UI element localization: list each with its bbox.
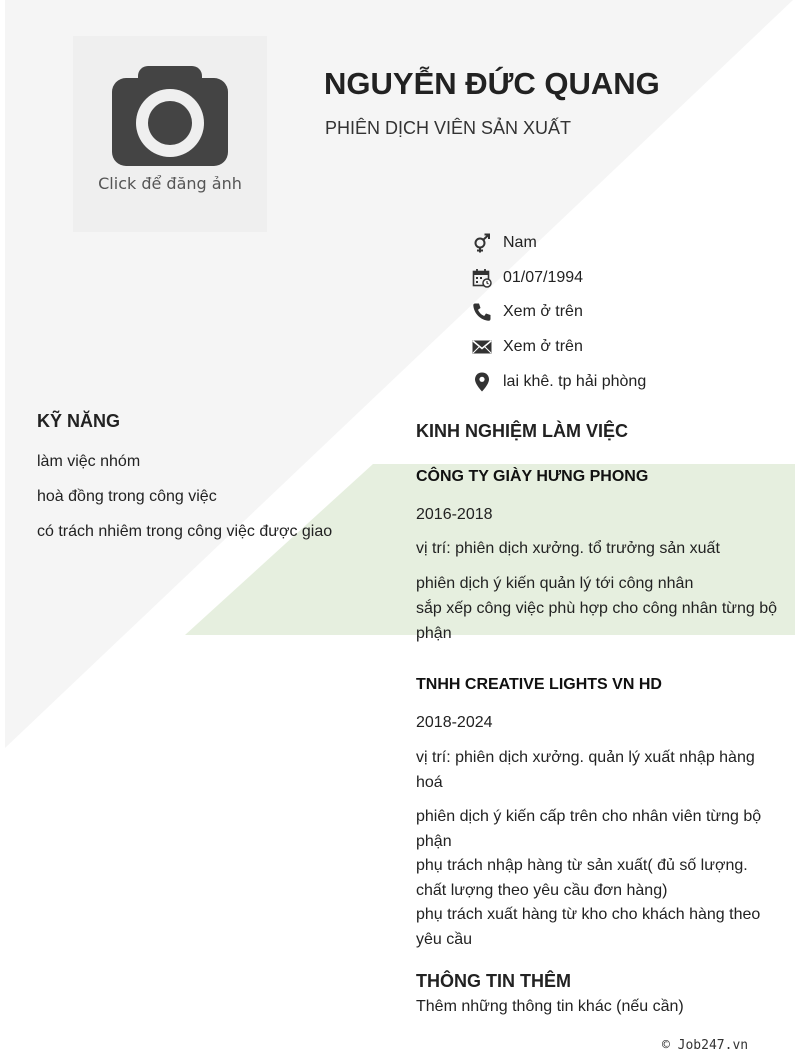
info-gender <box>472 232 537 254</box>
birthdate-value: 01/07/1994 <box>503 269 584 286</box>
additional-info-text: Thêm những thông tin khác (nếu cần) <box>416 998 684 1015</box>
skill-item: hoà đồng trong công việc <box>37 488 217 505</box>
footer-copyright: © Job247.vn <box>662 1038 749 1053</box>
address-value: lai khê. tp hải phòng <box>503 373 647 390</box>
job-period: 2016-2018 <box>416 506 493 523</box>
job-title: PHIÊN DỊCH VIÊN SẢN XUẤT <box>325 118 572 138</box>
calendar-icon <box>472 268 492 288</box>
info-address <box>472 371 646 393</box>
job-detail: phụ trách xuất hàng từ kho cho khách hàng theo yêu cầu <box>416 906 761 948</box>
camera-icon <box>111 64 229 168</box>
job-position: vị trí: phiên dịch xưởng. quản lý xuất nhập hàng hoá <box>416 749 755 791</box>
job-detail: phiên dịch ý kiến quản lý tới công nhân <box>416 575 694 592</box>
phone-value: Xem ở trên <box>503 303 583 320</box>
phone-icon <box>472 302 492 322</box>
company-name: CÔNG TY GIÀY HƯNG PHONG <box>416 468 649 485</box>
email-icon <box>472 337 492 357</box>
skills-title: KỸ NĂNG <box>37 411 121 431</box>
candidate-name: NGUYỄN ĐỨC QUANG <box>324 66 660 101</box>
info-email <box>472 336 583 358</box>
job-detail: phiên dịch ý kiến cấp trên cho nhân viên từng bộ phận <box>416 808 762 850</box>
job-position: vị trí: phiên dịch xưởng. tổ trưởng sản xuất <box>416 540 720 557</box>
photo-upload[interactable] <box>73 36 267 232</box>
photo-upload-caption: Click để đăng ảnh <box>98 174 242 193</box>
job-period: 2018-2024 <box>416 714 493 731</box>
experience-title: KINH NGHIỆM LÀM VIỆC <box>416 421 629 441</box>
company-name: TNHH CREATIVE LIGHTS VN HD <box>416 676 662 693</box>
job-detail: phụ trách nhập hàng từ sản xuất( đủ số lượng. chất lượng theo yêu cầu đơn hàng) <box>416 857 748 899</box>
gender-icon <box>472 233 492 253</box>
gender-value: Nam <box>503 234 537 251</box>
location-pin-icon <box>472 372 492 392</box>
email-value: Xem ở trên <box>503 338 583 355</box>
skill-item: làm việc nhóm <box>37 453 141 470</box>
job-detail: sắp xếp công việc phù hợp cho công nhân từng bộ phận <box>416 600 778 642</box>
additional-info-title: THÔNG TIN THÊM <box>416 971 571 991</box>
info-phone <box>472 301 583 323</box>
info-birthdate <box>472 267 583 289</box>
skill-item: có trách nhiêm trong công việc được giao <box>37 523 333 540</box>
